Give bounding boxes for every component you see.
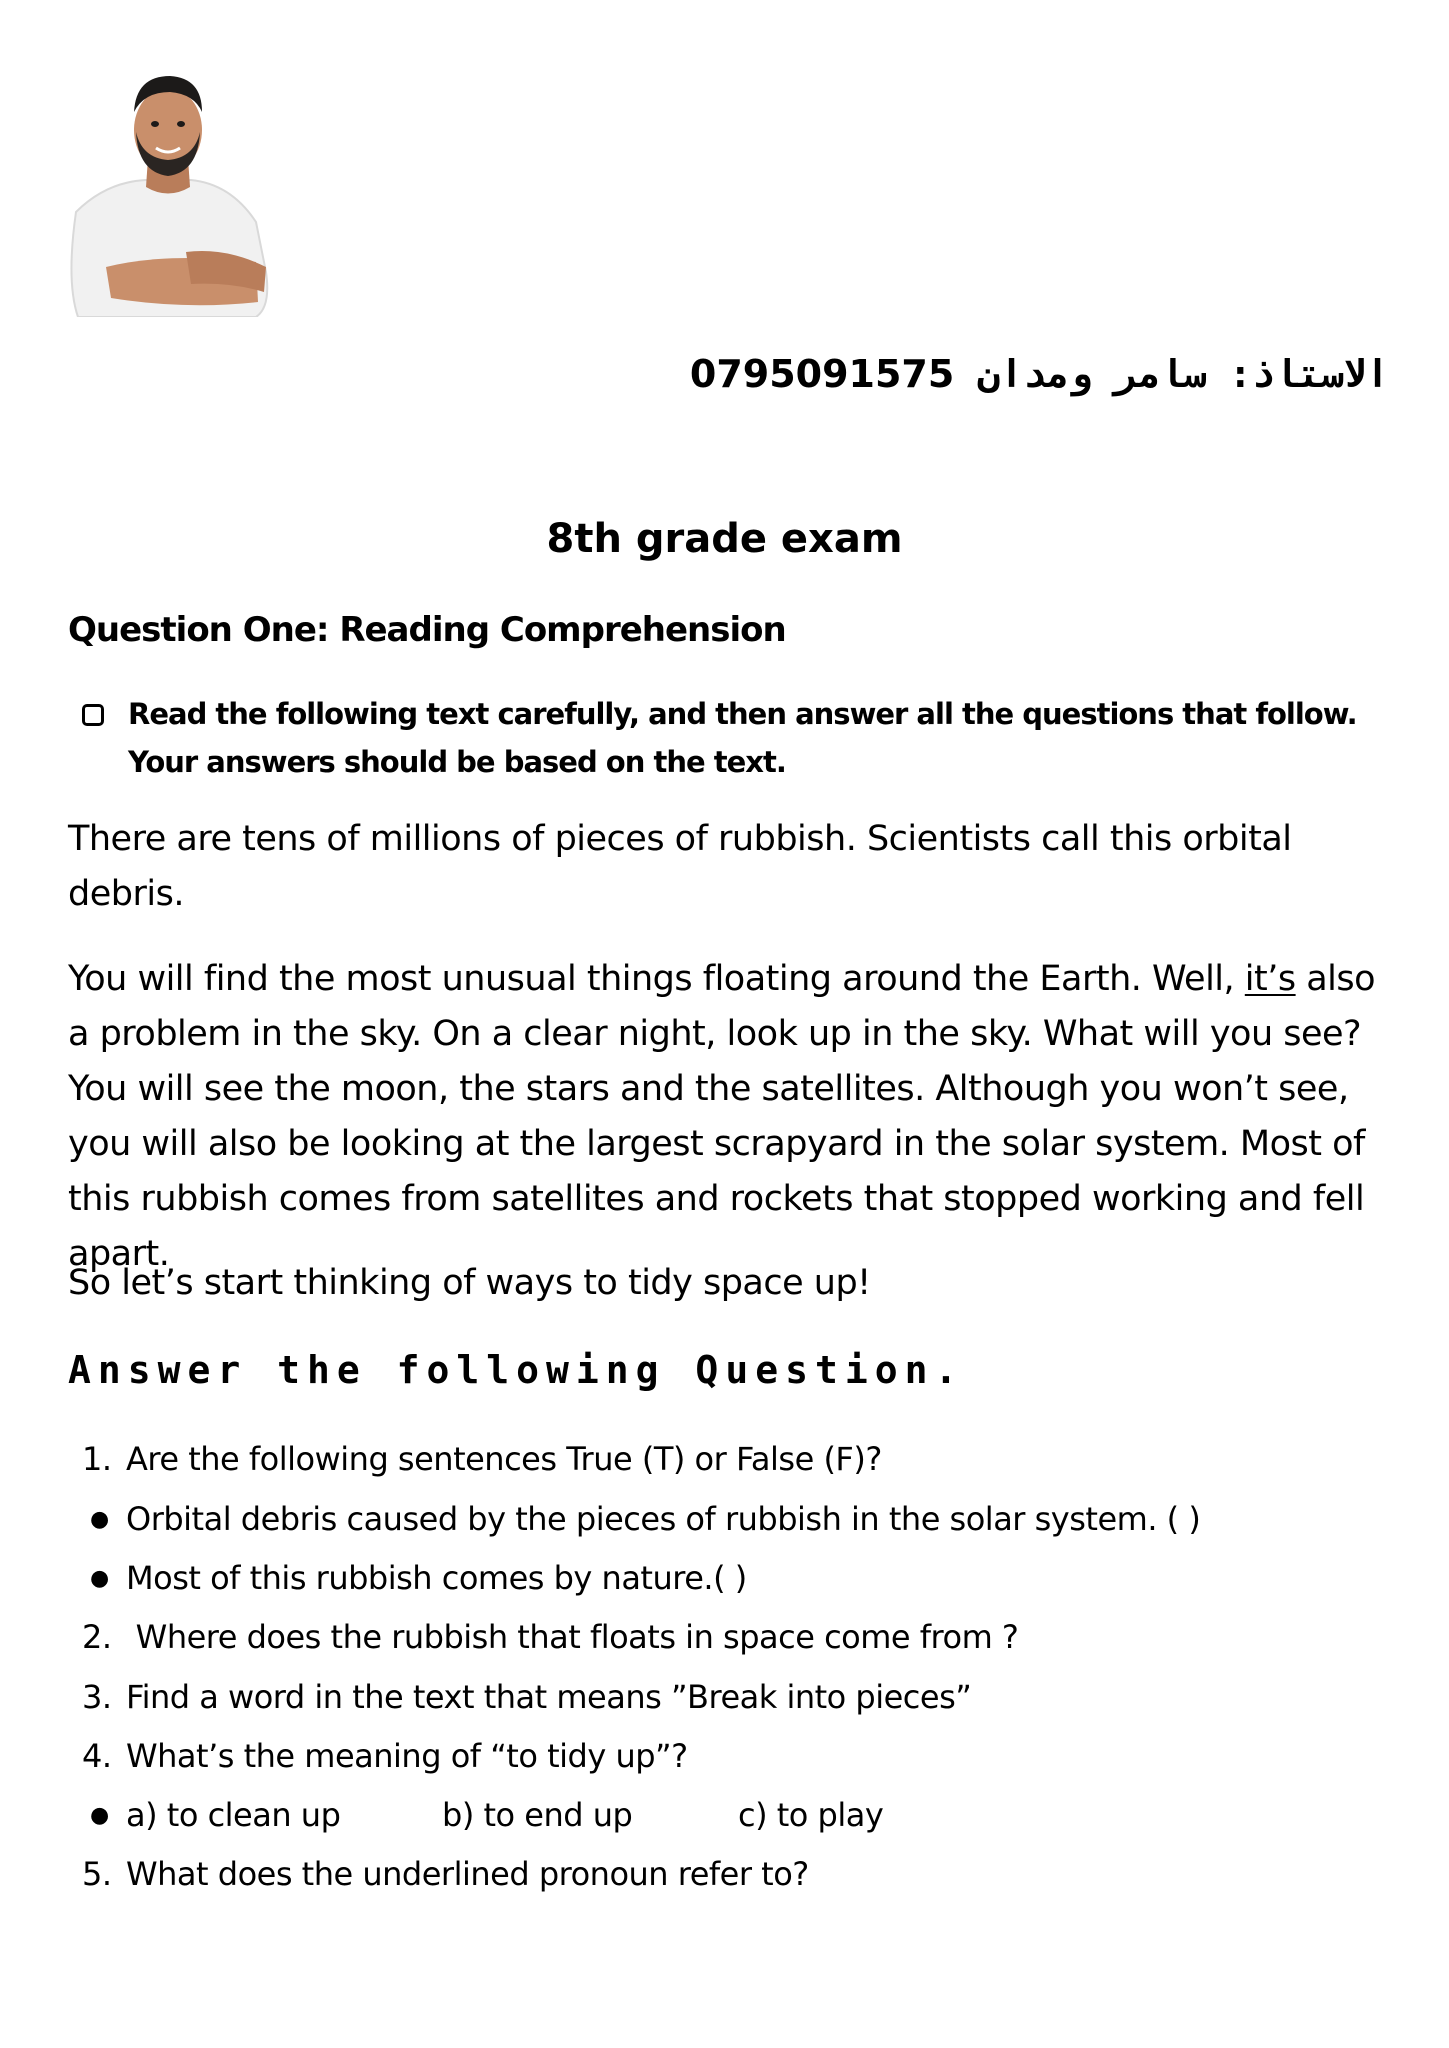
- option-c: c) to play: [738, 1796, 884, 1834]
- passage-paragraph-2: [68, 952, 1398, 1282]
- list-item: [82, 1855, 809, 1893]
- teacher-photo: [66, 62, 271, 317]
- statement-text: Orbital debris caused by the pieces of rubbish in the solar system. ( ): [126, 1500, 1201, 1538]
- list-item: [82, 1559, 747, 1597]
- bullet-icon: ●: [90, 1803, 109, 1828]
- question-text: Are the following sentences True (T) or False (F)?: [126, 1440, 882, 1478]
- instruction-text: Read the following text carefully, and then answer all the questions that follow. Your answers should be based on the text.: [128, 697, 1357, 779]
- teacher-phone: 0795091575: [689, 352, 955, 396]
- question-one-title: Question One: Reading Comprehension: [68, 610, 786, 650]
- question-text: Where does the rubbish that floats in space come from ?: [126, 1618, 1019, 1656]
- teacher-name: الاستاذ: سامر ومدان: [977, 352, 1389, 396]
- question-text: Find a word in the text that means ”Break into pieces”: [126, 1678, 972, 1716]
- question-text: What’s the meaning of “to tidy up”?: [126, 1737, 688, 1775]
- list-item: [82, 1500, 1200, 1538]
- passage-paragraph-1: There are tens of millions of pieces of rubbish. Scientists call this orbital debris.: [68, 819, 1292, 914]
- list-item: [82, 1796, 883, 1834]
- checkbox-icon: [82, 704, 104, 726]
- passage-text: You will find the most unusual things floating around the Earth. Well,: [68, 959, 1245, 999]
- exam-title: 8th grade exam: [546, 516, 903, 562]
- instruction: [82, 690, 1382, 786]
- question-number: 3.: [82, 1678, 112, 1716]
- underlined-pronoun: it’s: [1244, 959, 1296, 999]
- question-text: What does the underlined pronoun refer to?: [126, 1855, 809, 1893]
- question-number: 2.: [82, 1618, 112, 1656]
- list-item: [82, 1440, 882, 1478]
- passage-paragraph-3: So let’s start thinking of ways to tidy space up!: [68, 1263, 871, 1303]
- question-number: 1.: [82, 1440, 112, 1478]
- list-item: [82, 1737, 688, 1775]
- answer-heading: Answer the following Question.: [68, 1348, 965, 1392]
- teacher-contact: [690, 352, 1389, 396]
- bullet-icon: ●: [90, 1566, 109, 1591]
- list-item: [82, 1678, 971, 1716]
- list-item: [82, 1618, 1018, 1656]
- statement-text: Most of this rubbish comes by nature.( ): [126, 1559, 747, 1597]
- passage-text: also a problem in the sky. On a clear night, look up in the sky. What will you see? You will see the moon, the stars and the satellites. Although you won’t see, you will also be looking at the largest scrapyard in the solar system. Most of this rubbish comes from satellites and rockets that stopped working and fell apart.: [68, 959, 1376, 1274]
- question-number: 5.: [82, 1855, 112, 1893]
- option-b: b) to end up: [442, 1796, 633, 1834]
- option-a: a) to clean up: [126, 1796, 341, 1834]
- question-number: 4.: [82, 1737, 112, 1775]
- bullet-icon: ●: [90, 1507, 109, 1532]
